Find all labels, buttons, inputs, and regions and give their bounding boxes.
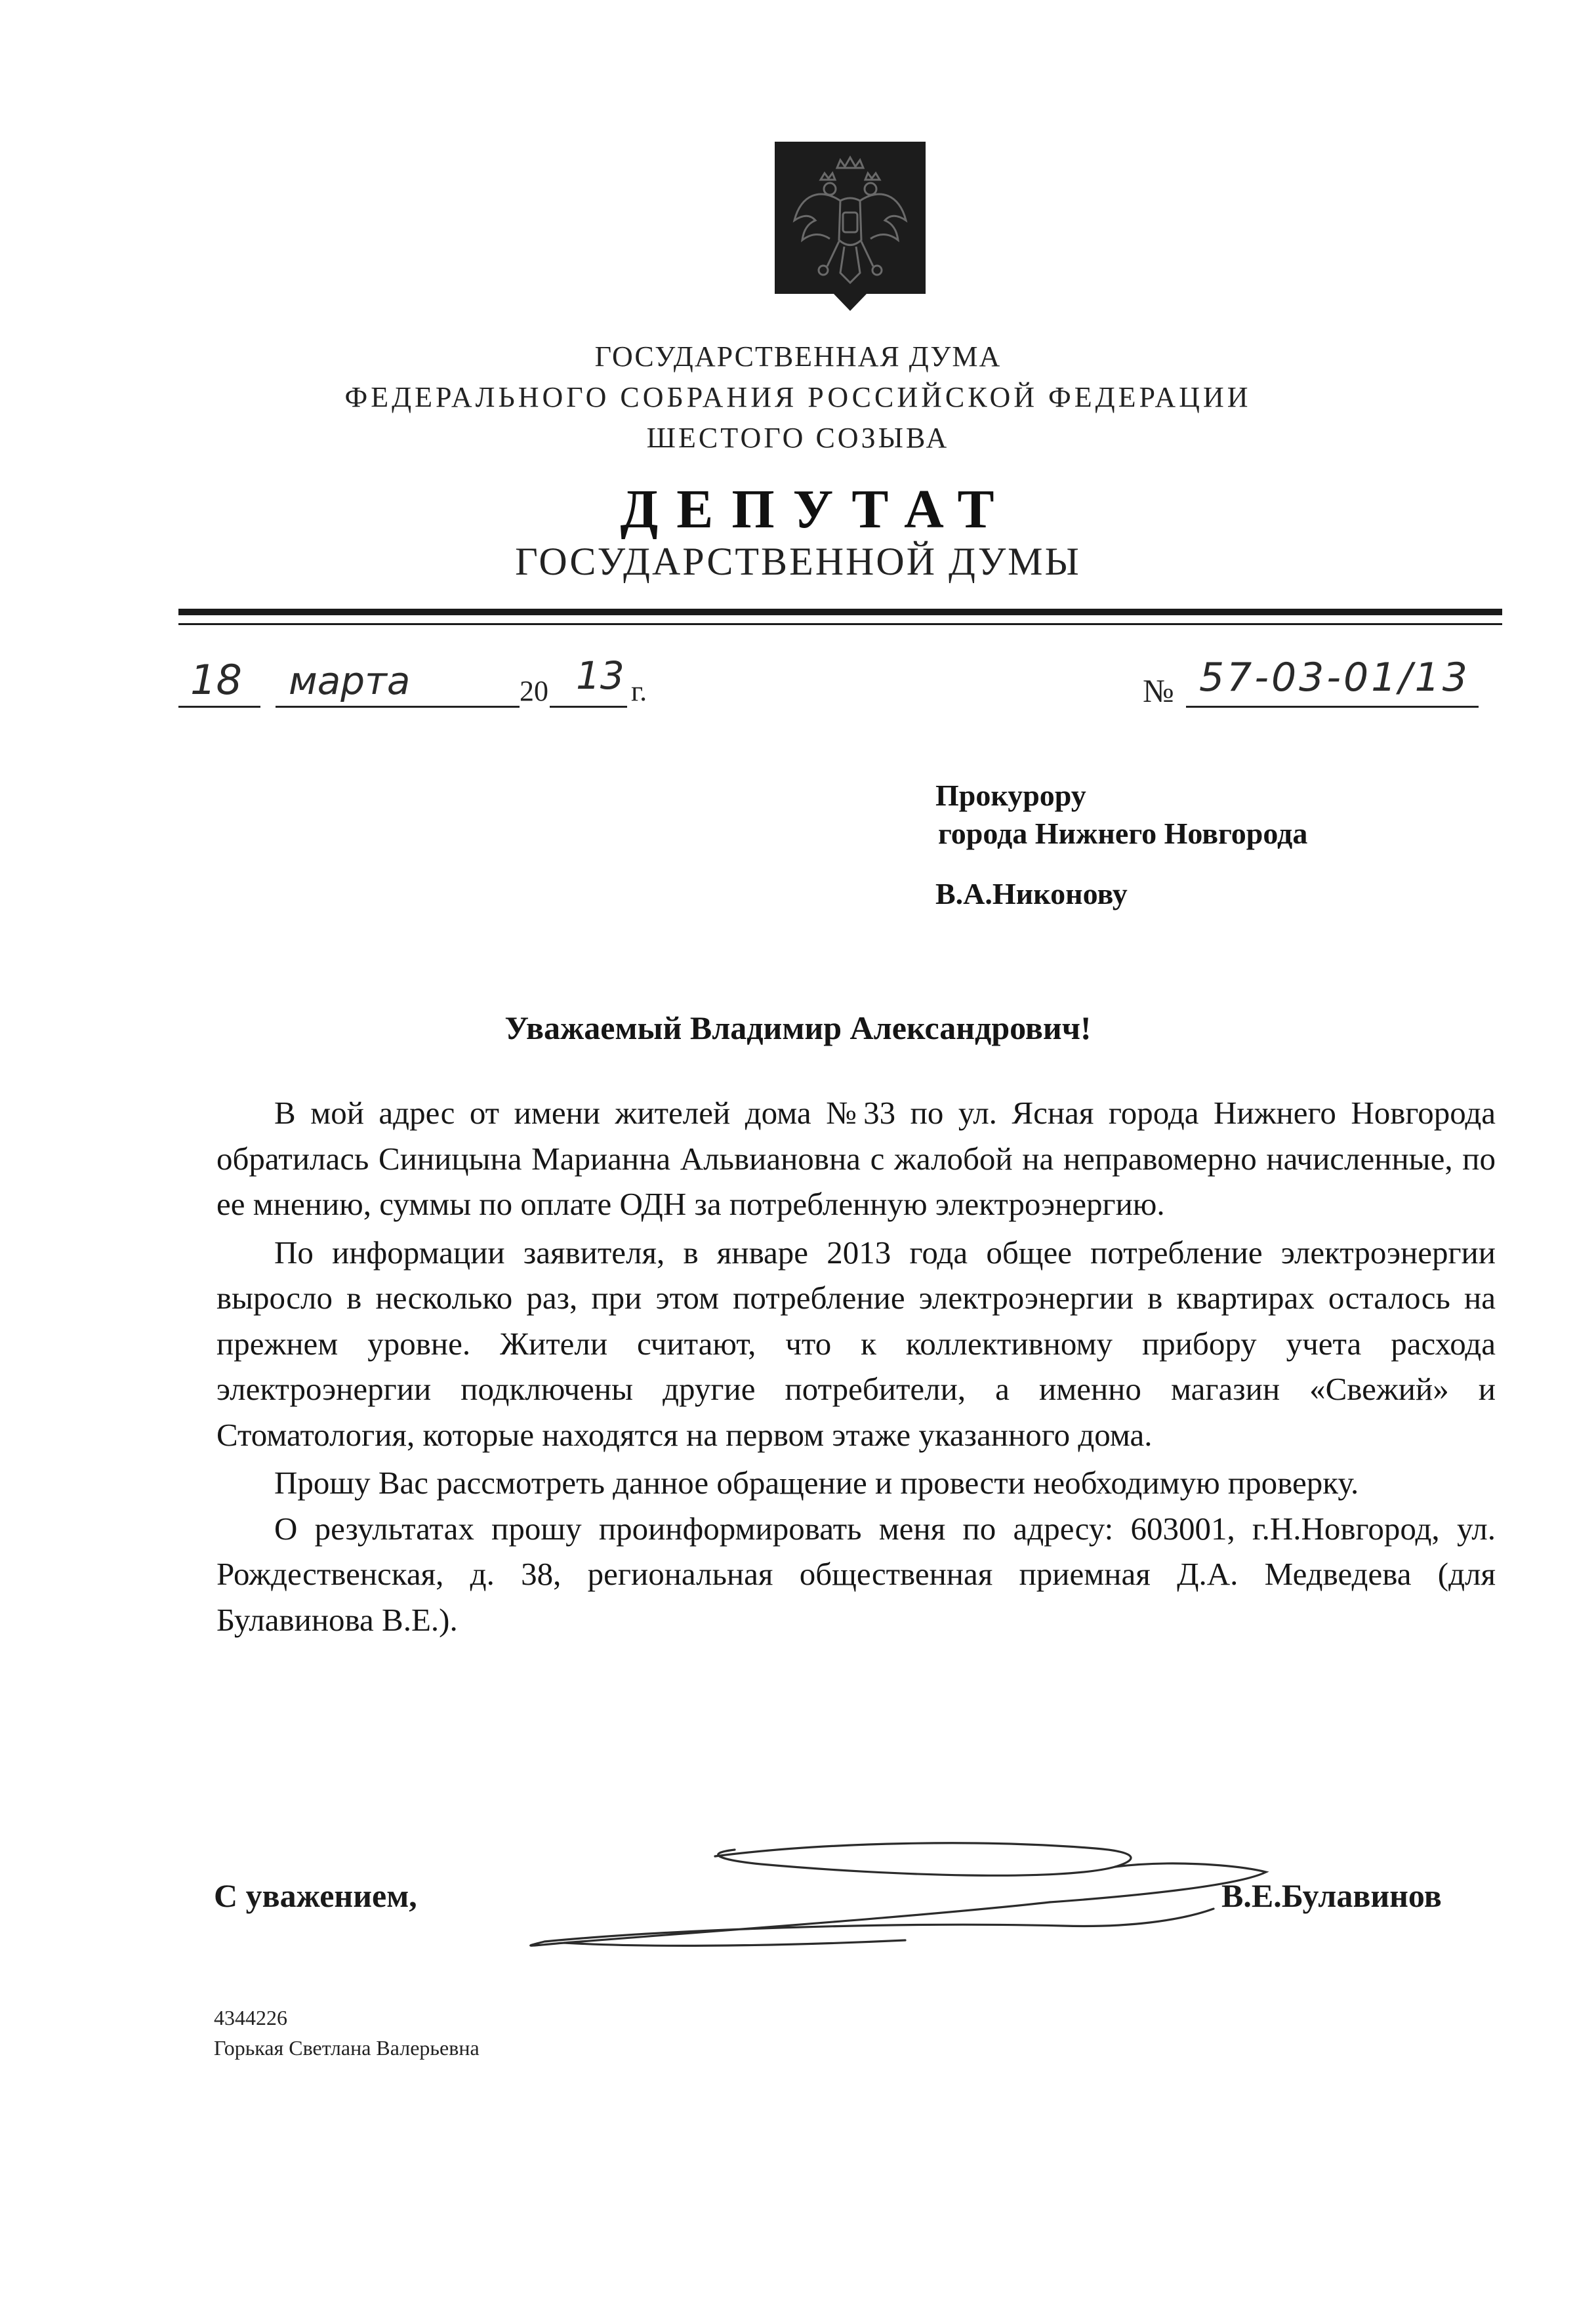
date-year-blank	[550, 706, 627, 708]
executor-name: Горькая Светлана Валерьевна	[214, 2036, 480, 2060]
header-divider-thin	[178, 623, 1502, 625]
date-day: 18	[190, 656, 242, 704]
date-year-prefix: 20	[520, 675, 548, 707]
date-year-suffix: 13	[576, 653, 624, 698]
body-paragraph: По информации заявителя, в январе 2013 года общее потребление электроэнергии выросло в несколько раз, при этом потребление электроэнергии в квартирах осталось на прежнем уровне. Жители считают, что к коллективному прибору учета расхода электроэнергии подключены другие потребители, а именно магазин «Свежий» и Стоматология, которые находятся на первом этаже указанного дома.	[216, 1234, 1496, 1453]
body-paragraph: В мой адрес от имени жителей дома №33 по ул. Ясная города Нижнего Новгорода обратилась Синицына Марианна Альвиановна с жалобой на неправомерно начисленные, по ее мнению, суммы по оплате ОДН за потребленную электроэнергию.	[216, 1095, 1496, 1222]
addressee-position: Прокурору	[935, 779, 1086, 812]
deputy-title: ДЕПУТАТ	[620, 479, 1013, 540]
date-month-blank	[276, 706, 520, 708]
closing-regards: С уважением,	[214, 1877, 417, 1914]
signer-name: В.Е.Булавинов	[1221, 1877, 1442, 1914]
date-month: марта	[289, 659, 411, 703]
addressee-organization: города Нижнего Новгорода	[938, 817, 1308, 850]
executor-phone: 4344226	[214, 2006, 287, 2029]
organization-name-line-1: ГОСУДАРСТВЕННАЯ ДУМА	[594, 340, 1002, 373]
number-label: №	[1143, 672, 1174, 709]
body-paragraph: О результатах прошу проинформировать меня по адресу: 603001, г.Н.Новгород, ул. Рождественская, д. 38, региональная общественная приемная Д.А. Медведева (для Булавинова В.Е.).	[216, 1510, 1496, 1638]
deputy-subtitle: ГОСУДАРСТВЕННОЙ ДУМЫ	[515, 540, 1081, 583]
number-blank	[1186, 706, 1479, 708]
body-paragraph: Прошу Вас рассмотреть данное обращение и провести необходимую проверку.	[274, 1465, 1359, 1501]
organization-name-line-2: ФЕДЕРАЛЬНОГО СОБРАНИЯ РОССИЙСКОЙ ФЕДЕРАЦИИ	[344, 381, 1252, 413]
header-divider-thick	[178, 609, 1502, 615]
handwritten-signature	[485, 1830, 1305, 1987]
date-day-blank	[178, 706, 260, 708]
letter-body	[216, 1090, 1496, 1642]
date-line	[178, 653, 677, 715]
organization-name-line-3: ШЕСТОГО СОЗЫВА	[646, 422, 950, 454]
number-value: 57-03-01/13	[1199, 655, 1470, 701]
coat-of-arms-emblem	[775, 142, 926, 311]
salutation: Уважаемый Владимир Александрович!	[504, 1009, 1092, 1046]
addressee-name: В.А.Никонову	[935, 877, 1128, 910]
date-year-unit: г.	[631, 675, 647, 707]
document-number	[1143, 656, 1502, 715]
